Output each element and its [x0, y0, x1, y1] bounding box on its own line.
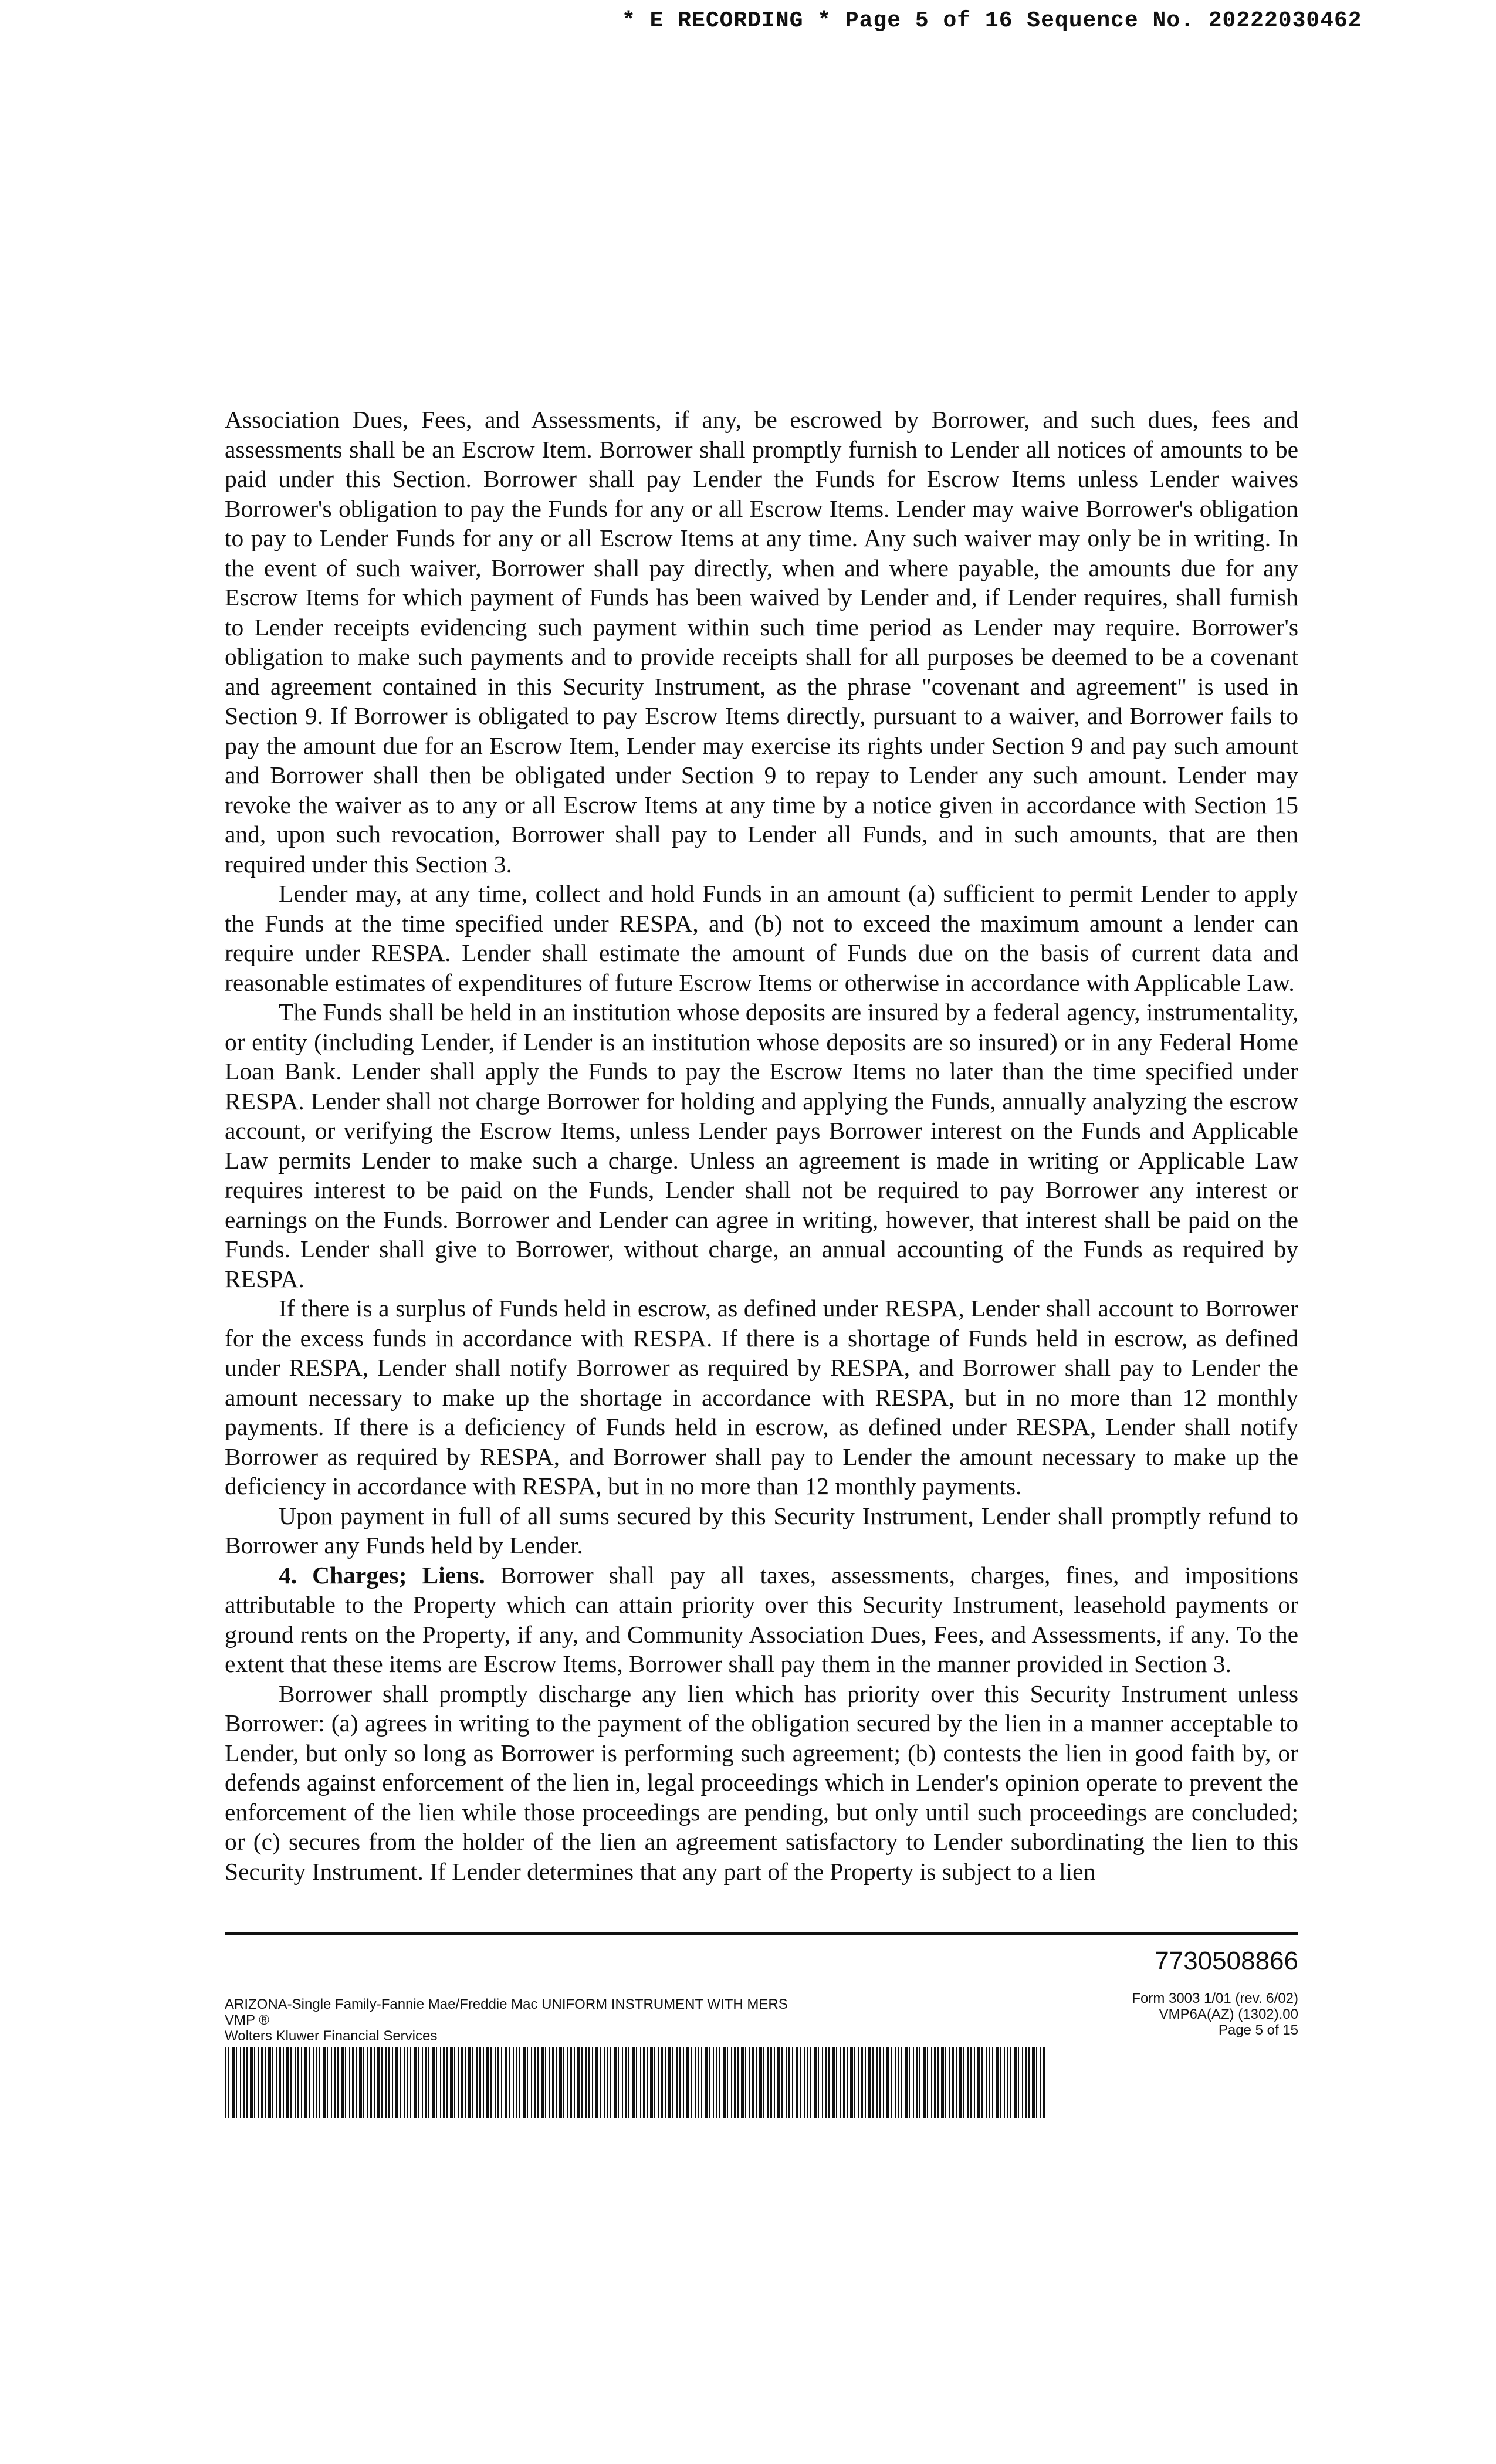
paragraph-surplus-shortage: If there is a surplus of Funds held in escrow, as defined under RESPA, Lender shall account to Borrower for the excess funds in accordance with RESPA. If there is a shortage of Funds held in escrow, as defined under RESPA, Lender shall notify Borrower as required by RESPA, and Borrower shall pay to Lender the amount necessary to make up the shortage in accordance with RESPA, but in no more than 12 monthly payments. If there is a deficiency of Funds held in escrow, as defined under RESPA, Lender shall notify Borrower as required by RESPA, and Borrower shall pay to Lender the amount necessary to make up the deficiency in accordance with RESPA, but in no more than 12 monthly payments.: [225, 1295, 1298, 1500]
paragraph-escrow-waiver: Association Dues, Fees, and Assessments, if any, be escrowed by Borrower, and such dues, fees and assessments shall be an Escrow Item. Borrower shall promptly furnish to Lender all notices of amounts to be paid under this Section. Borrower shall pay Lender the Funds for Escrow Items unless Lender waives Borrower's obligation to pay the Funds for any or all Escrow Items. Lender may waive Borrower's obligation to pay to Lender Funds for any or all Escrow Items at any time. Any such waiver may only be in writing. In the event of such waiver, Borrower shall pay directly, when and where payable, the amounts due for any Escrow Items for which payment of Funds has been waived by Lender and, if Lender requires, shall furnish to Lender receipts evidencing such payment within such time period as Lender may require. Borrower's obligation to make such payments and to provide receipts shall for all purposes be deemed to be a covenant and agreement contained in this Security Instrument, as the phrase "covenant and agreement" is used in Section 9. If Borrower is obligated to pay Escrow Items directly, pursuant to a waiver, and Borrower fails to pay the amount due for an Escrow Item, Lender may exercise its rights under Section 9 and pay such amount and Borrower shall then be obligated under Section 9 to repay to Lender any such amount. Lender may revoke the waiver as to any or all Escrow Items at any time by a notice given in accordance with Section 15 and, upon such revocation, Borrower shall pay to Lender all Funds, and in such amounts, that are then required under this Section 3.: [225, 406, 1298, 878]
page-label: Page 5 of 15: [1218, 2022, 1298, 2038]
form-number: Form 3003 1/01 (rev. 6/02): [1132, 1991, 1298, 2006]
document-body: [225, 405, 1298, 1886]
paragraph-section-4: [225, 1561, 1298, 1679]
paragraph-refund: Upon payment in full of all sums secured by this Security Instrument, Lender shall promptly refund to Borrower any Funds held by Lender.: [225, 1502, 1298, 1559]
footer-divider: [225, 1932, 1298, 1935]
form-title: ARIZONA-Single Family-Fannie Mae/Freddie Mac UNIFORM INSTRUMENT WITH MERS: [225, 1996, 788, 2012]
section-4-text: Borrower shall pay all taxes, assessments, charges, fines, and impositions attributable to the Property which can attain priority over this Security Instrument, leasehold payments or ground rents on the Property, if any, and Community Association Dues, Fees, and Assessments, if any. To the extent that these items are Escrow Items, Borrower shall pay them in the manner provided in Section 3.: [225, 1561, 1298, 1677]
paragraph-funds-held: The Funds shall be held in an institution whose deposits are insured by a federal agency, instrumentality, or entity (including Lender, if Lender is an institution whose deposits are so insured) or in any Federal Home Loan Bank. Lender shall apply the Funds to pay the Escrow Items no later than the time specified under RESPA. Lender shall not charge Borrower for holding and applying the Funds, annually analyzing the escrow account, or verifying the Escrow Items, unless Lender pays Borrower interest on the Funds and Applicable Law permits Lender to make such a charge. Unless an agreement is made in writing or Applicable Law requires interest to be paid on the Funds, Lender shall not be required to pay Borrower any interest or earnings on the Funds. Borrower and Lender can agree in writing, however, that interest shall be paid on the Funds. Lender shall give to Borrower, without charge, an annual accounting of the Funds as required by RESPA.: [225, 999, 1298, 1292]
footer-form-number: [1132, 1991, 1298, 2038]
paragraph-discharge-lien: Borrower shall promptly discharge any lien which has priority over this Security Instrument unless Borrower: (a) agrees in writing to the payment of the obligation secured by the lien in a manner acceptable to Lender, but only so long as Borrower is performing such agreement; (b) contests the lien in good faith by, or defends against enforcement of the lien in, legal proceedings which in Lender's opinion operate to prevent the enforcement of the lien while those proceedings are pending, but only until such proceedings are concluded; or (c) secures from the holder of the lien an agreement satisfactory to Lender subordinating the lien to this Security Instrument. If Lender determines that any part of the Property is subject to a lien: [225, 1680, 1298, 1885]
barcode: [225, 2047, 1046, 2118]
publisher-name: Wolters Kluwer Financial Services: [225, 2028, 438, 2044]
form-code: VMP6A(AZ) (1302).00: [1159, 2006, 1298, 2022]
loan-number: 7730508866: [1155, 1947, 1298, 1975]
section-4-heading: 4. Charges; Liens.: [279, 1561, 485, 1589]
vmp-mark: VMP ®: [225, 2012, 269, 2028]
paragraph-lender-collect-funds: Lender may, at any time, collect and hold Funds in an amount (a) sufficient to permit Lender to apply the Funds at the time specified under RESPA, and (b) not to exceed the maximum amount a lender can require under RESPA. Lender shall estimate the amount of Funds due on the basis of current data and reasonable estimates of expenditures of future Escrow Items or otherwise in accordance with Applicable Law.: [225, 880, 1298, 996]
recording-header: * E RECORDING * Page 5 of 16 Sequence No. 20222030462: [622, 8, 1362, 33]
footer-form-info: [225, 1996, 788, 2044]
